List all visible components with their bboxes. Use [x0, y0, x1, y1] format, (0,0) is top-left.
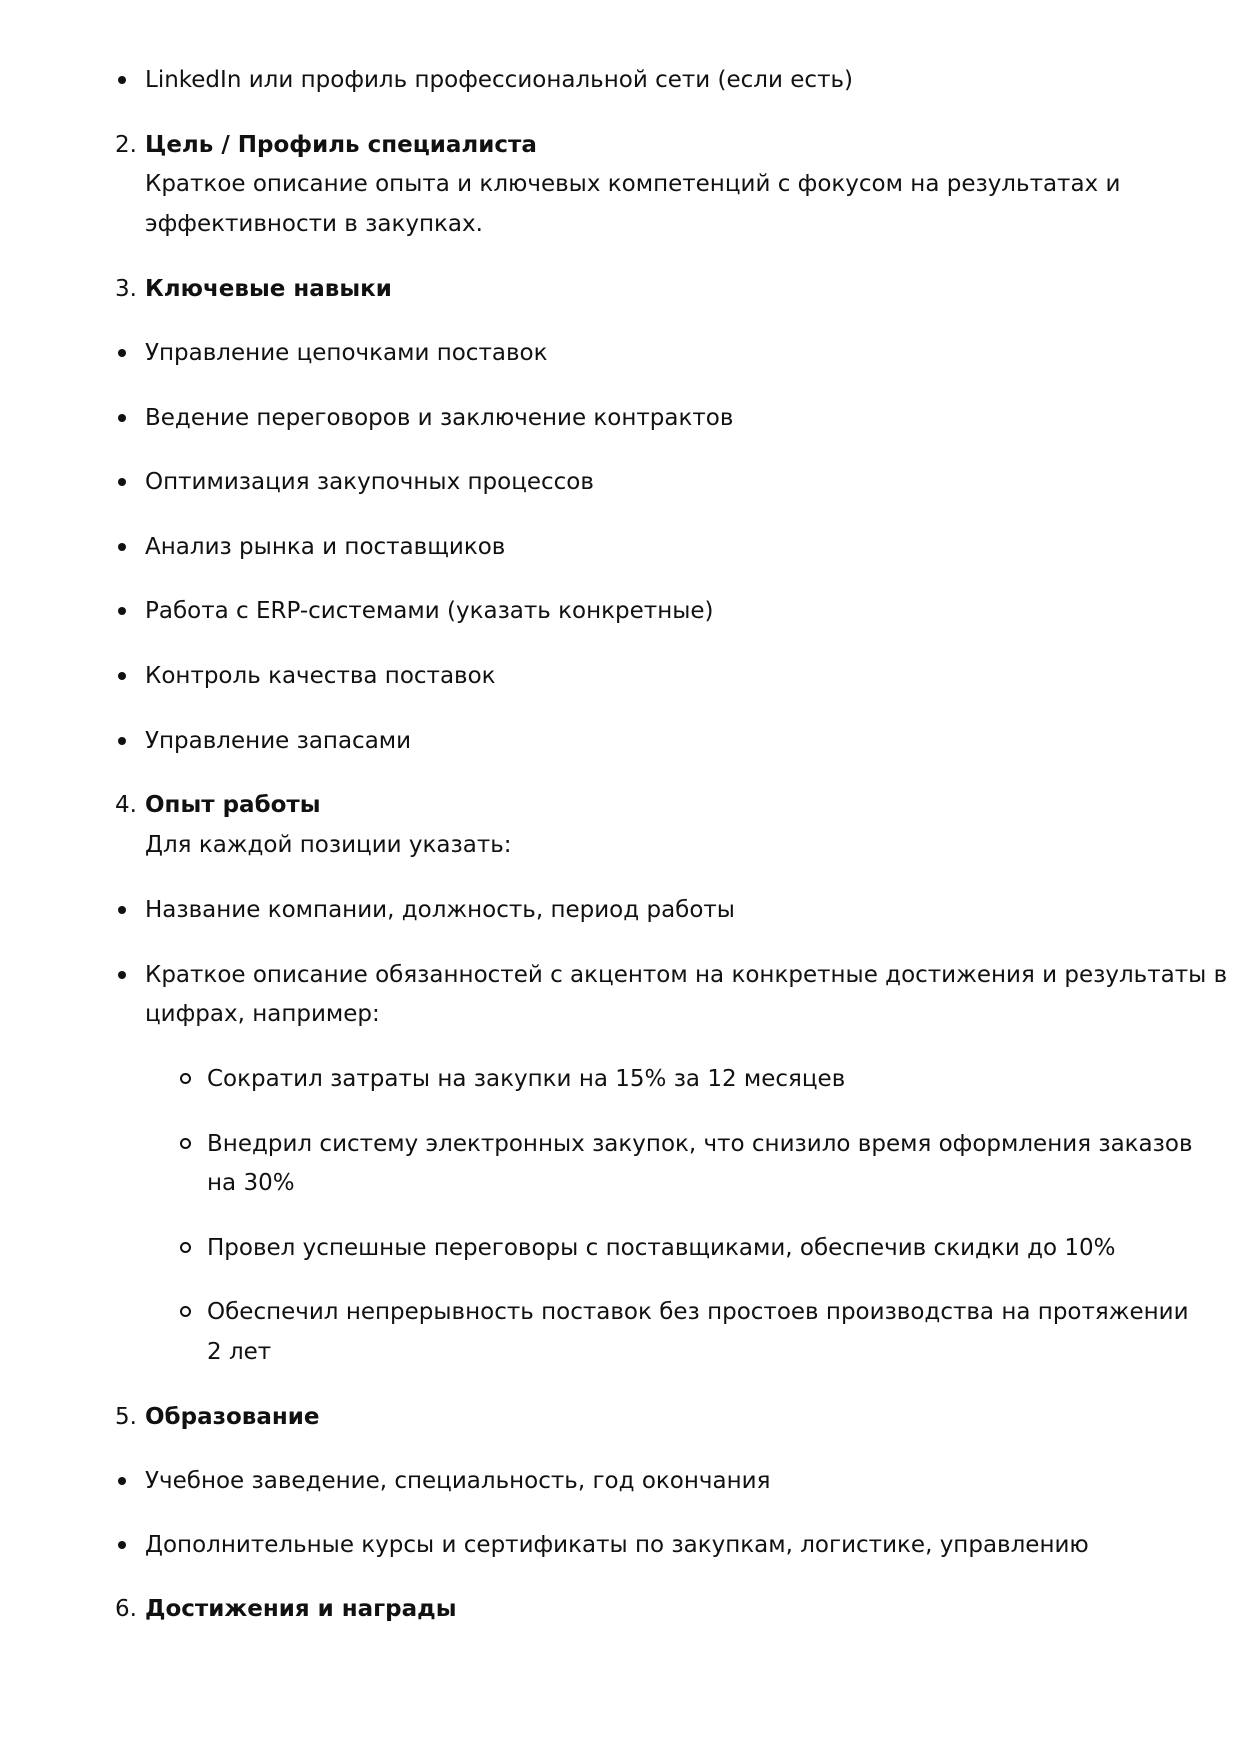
bullet-icon [118, 414, 126, 422]
sub-list-item-continuation: 2 лет [207, 1339, 272, 1365]
section-number: 4. [115, 792, 137, 818]
sub-list-item: Провел успешные переговоры с поставщиками, обеспечив скидки до 10% [207, 1235, 1116, 1261]
paragraph-line: Для каждой позиции указать: [145, 832, 512, 858]
bullet-icon [118, 543, 126, 551]
bullet-icon [118, 76, 126, 84]
list-item: Управление запасами [145, 728, 412, 754]
bullet-icon [118, 971, 126, 979]
sub-list-item-continuation: на 30% [207, 1170, 295, 1196]
list-item: LinkedIn или профиль профессиональной сети (если есть) [145, 67, 853, 93]
bullet-icon [118, 1541, 126, 1549]
list-item: Краткое описание обязанностей с акцентом на конкретные достижения и результаты в [145, 962, 1228, 988]
list-item: Учебное заведение, специальность, год окончания [145, 1468, 771, 1494]
list-item: Оптимизация закупочных процессов [145, 469, 594, 495]
bullet-icon [118, 607, 126, 615]
section-title: Цель / Профиль специалиста [145, 132, 537, 158]
section-number: 3. [115, 276, 137, 302]
section-number: 6. [115, 1596, 137, 1622]
section-title: Образование [145, 1404, 320, 1430]
bullet-icon [118, 737, 126, 745]
list-item: Контроль качества поставок [145, 663, 496, 689]
section-title: Опыт работы [145, 792, 321, 818]
sub-list-item: Обеспечил непрерывность поставок без простоев производства на протяжении [207, 1299, 1189, 1325]
list-item-continuation: цифрах, например: [145, 1001, 380, 1027]
section-number: 5. [115, 1404, 137, 1430]
list-item: Дополнительные курсы и сертификаты по закупкам, логистике, управлению [145, 1532, 1089, 1558]
circle-bullet-icon [180, 1138, 191, 1149]
paragraph-line: эффективности в закупках. [145, 211, 483, 237]
bullet-icon [118, 1477, 126, 1485]
circle-bullet-icon [180, 1306, 191, 1317]
circle-bullet-icon [180, 1242, 191, 1253]
circle-bullet-icon [180, 1073, 191, 1084]
bullet-icon [118, 906, 126, 914]
list-item: Работа с ERP-системами (указать конкретные) [145, 598, 714, 624]
bullet-icon [118, 672, 126, 680]
section-number: 2. [115, 132, 137, 158]
list-item: Название компании, должность, период работы [145, 897, 735, 923]
section-title: Ключевые навыки [145, 276, 392, 302]
list-item: Анализ рынка и поставщиков [145, 534, 506, 560]
bullet-icon [118, 478, 126, 486]
list-item: Ведение переговоров и заключение контрактов [145, 405, 734, 431]
list-item: Управление цепочками поставок [145, 340, 548, 366]
sub-list-item: Внедрил систему электронных закупок, что снизило время оформления заказов [207, 1131, 1193, 1157]
section-title: Достижения и награды [145, 1596, 457, 1622]
sub-list-item: Сократил затраты на закупки на 15% за 12 месяцев [207, 1066, 846, 1092]
bullet-icon [118, 349, 126, 357]
paragraph-line: Краткое описание опыта и ключевых компетенций с фокусом на результатах и [145, 171, 1121, 197]
